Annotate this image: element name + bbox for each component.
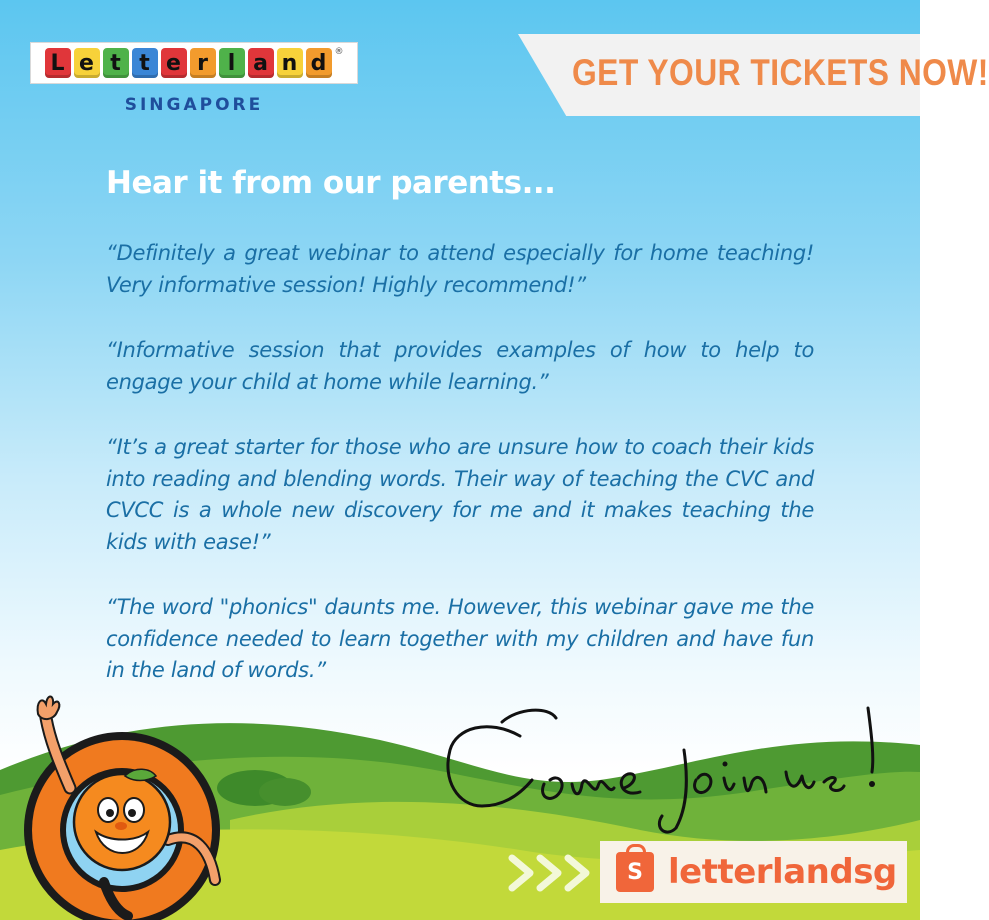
shopee-bag-icon: S [616,852,654,892]
logo-letter-tile: t [132,48,158,78]
testimonials-heading: Hear it from our parents... [106,165,556,201]
logo-subtitle: SINGAPORE [124,95,264,115]
testimonial-quote: “Informative session that provides examples of how to help to engage your child at home while learning.” [106,338,814,394]
logo-letter-tile: n [277,48,303,78]
testimonial-list [106,238,814,721]
testimonial-quote: “The word "phonics" daunts me. However, this webinar gave me the confidence needed to learn together with my children and have fun in the land of words.” [106,595,814,682]
shop-handle-link[interactable] [600,841,907,903]
logo-letter-tile: e [74,48,100,78]
tickets-banner-label[interactable]: GET YOUR TICKETS NOW! [572,52,989,93]
chevron-right-icon [506,852,596,894]
oscar-orange-mascot [0,690,260,920]
logo-letter-tile: d [306,48,332,78]
testimonial-quote: “It’s a great starter for those who are unsure how to coach their kids into reading and blending words. Their way of teaching the CVC and CVCC is a whole new discovery for me and it makes teaching the kids with ease!” [106,435,814,554]
logo-letter-tile: L [45,48,71,78]
letterland-logo[interactable] [30,42,358,84]
testimonial-quote: “Definitely a great webinar to attend especially for home teaching! Very informative session! Highly recommend!” [106,241,814,297]
logo-letter-tile: e [161,48,187,78]
shop-handle: letterlandsg [668,852,897,892]
registered-mark: ® [334,47,344,57]
logo-letter-tile: t [103,48,129,78]
logo-letter-tile: a [248,48,274,78]
logo-letter-tile: l [219,48,245,78]
logo-letter-tile: r [190,48,216,78]
come-join-us-tagline [448,688,918,838]
